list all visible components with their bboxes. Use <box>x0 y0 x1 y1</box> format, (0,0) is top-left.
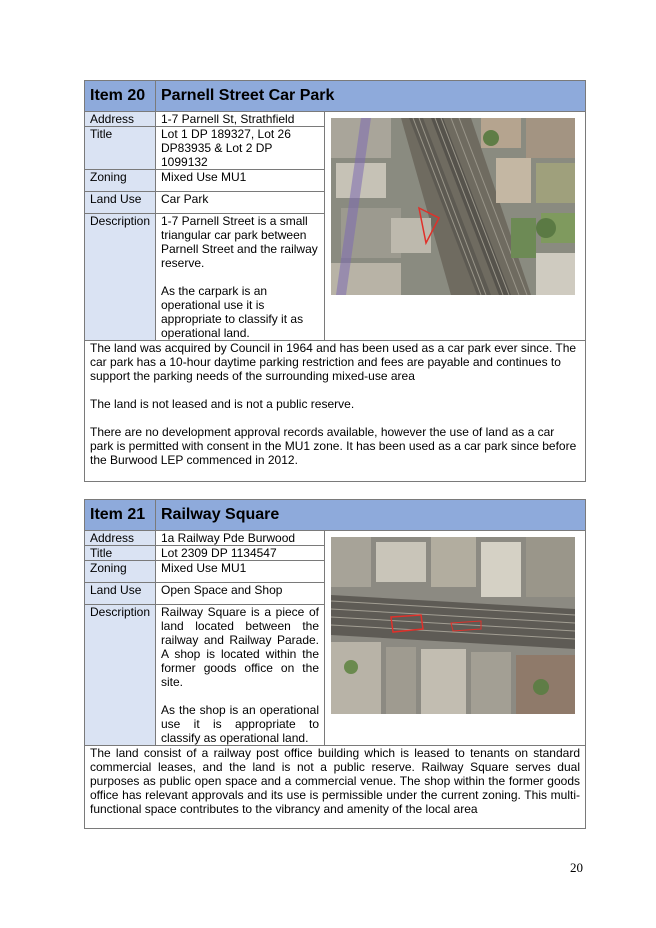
aerial-photo-parnell <box>331 118 575 295</box>
address-value: 1a Railway Pde Burwood <box>156 531 325 546</box>
description-label: Description <box>85 605 156 746</box>
zoning-value: Mixed Use MU1 <box>156 561 325 583</box>
zoning-value: Mixed Use MU1 <box>156 170 325 192</box>
address-value: 1-7 Parnell St, Strathfield <box>156 112 325 127</box>
land-use-label: Land Use <box>85 192 156 214</box>
aerial-photo-cell <box>325 531 586 746</box>
notes-cell <box>85 341 586 482</box>
item-name: Parnell Street Car Park <box>156 81 586 112</box>
address-label: Address <box>85 531 156 546</box>
description-value <box>156 605 325 746</box>
description-paragraph: Railway Square is a piece of land located between the railway and Railway Parade. A shop is located within the former goods office on the site. <box>161 605 319 689</box>
zoning-label: Zoning <box>85 561 156 583</box>
notes-cell <box>85 746 586 829</box>
description-paragraph: As the shop is an operational use it is appropriate to classify as operational land. <box>161 703 319 745</box>
description-value <box>156 214 325 341</box>
item-name: Railway Square <box>156 500 586 531</box>
land-use-value: Open Space and Shop <box>156 583 325 605</box>
title-value: Lot 1 DP 189327, Lot 26 DP83935 & Lot 2 DP 1099132 <box>156 127 325 170</box>
notes-paragraph: There are no development approval records available, however the use of land as a car park is permitted with consent in the MU1 zone. It has been used as a car park since before the Burwood LEP commenced in 2012. <box>90 425 577 467</box>
notes-paragraph: The land is not leased and is not a public reserve. <box>90 397 355 411</box>
item-number: Item 20 <box>85 81 156 112</box>
address-label: Address <box>85 112 156 127</box>
item-20-table <box>84 80 586 482</box>
description-paragraph: As the carpark is an operational use it is appropriate to classify it as operational land. <box>161 284 304 340</box>
item-21-table <box>84 499 586 829</box>
item-number: Item 21 <box>85 500 156 531</box>
land-use-label: Land Use <box>85 583 156 605</box>
zoning-label: Zoning <box>85 170 156 192</box>
notes-paragraph: The land was acquired by Council in 1964 and has been used as a car park ever since. The car park has a 10-hour daytime parking restriction and fees are payable and continues to support the parking needs of the surrounding mixed-use area <box>90 341 577 383</box>
aerial-map-image-2 <box>331 537 575 714</box>
title-value: Lot 2309 DP 1134547 <box>156 546 325 561</box>
title-label: Title <box>85 546 156 561</box>
notes-paragraph: The land consist of a railway post office building which is leased to tenants on standard commercial leases, and the land is not a public reserve. Railway Square serves dual purposes as public open space and a commercial venue. The shop within the former goods office has relevant approvals and its use is permissible under the current zoning. This multi-functional space contributes to the vibrancy and amenity of the local area <box>90 746 580 816</box>
page-number: 20 <box>570 860 583 875</box>
description-label: Description <box>85 214 156 341</box>
aerial-photo-cell <box>325 112 586 341</box>
aerial-photo-railway-square <box>331 537 575 714</box>
description-paragraph: 1-7 Parnell Street is a small triangular car park between Parnell Street and the railway reserve. <box>161 214 318 270</box>
land-use-value: Car Park <box>156 192 325 214</box>
title-label: Title <box>85 127 156 170</box>
aerial-map-image-1 <box>331 118 575 295</box>
